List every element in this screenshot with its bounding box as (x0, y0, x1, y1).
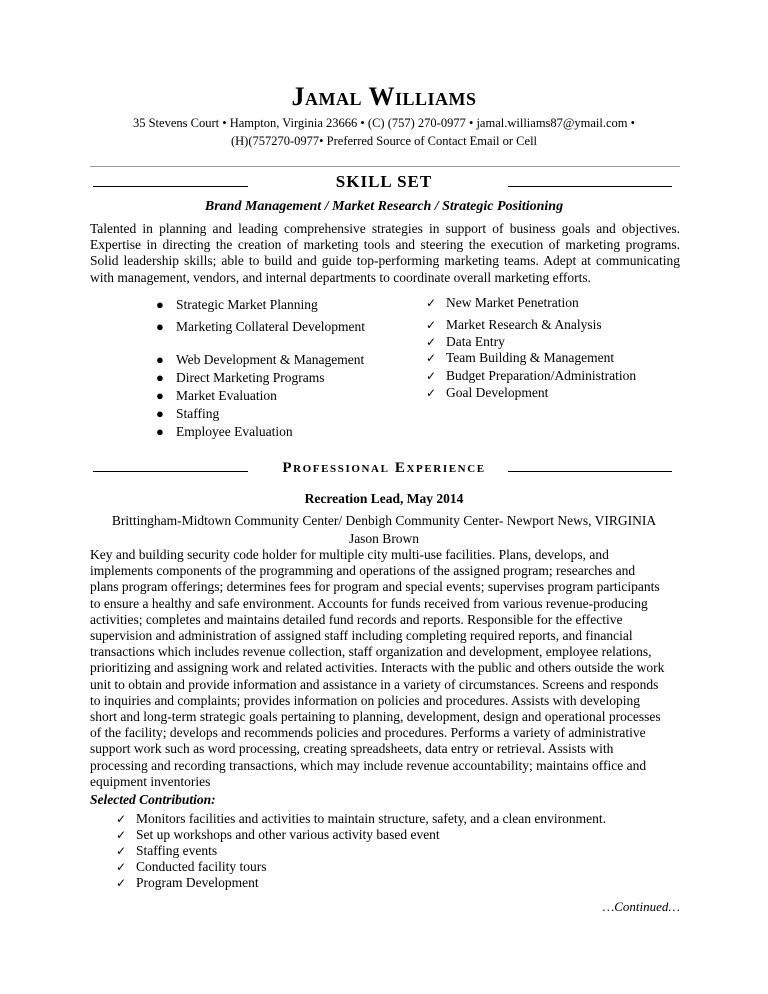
checkmark-icon: ✓ (116, 860, 127, 874)
duties-line: to inquiries and complaints; provides information on policies and procedures. Assists with developing (90, 692, 641, 708)
bullet-dot-icon: ● (156, 319, 164, 334)
duties-line: short and long-term strategic goals pertaining to planning, development, design and operational processes (90, 709, 661, 725)
job-supervisor: Jason Brown (348, 531, 420, 546)
duties-line: to ensure a healthy and safe environment. Accounts for funds received from various revenue-producing (90, 595, 648, 611)
header-divider (90, 166, 680, 167)
contact-line-2: (H)(757270-0977• Preferred Source of Contact Email or Cell (230, 134, 538, 148)
skill-set-rule-right (508, 186, 672, 187)
duties-line: plans program offerings; determines fees for program and special events; supervises program participants (90, 579, 660, 595)
job-place: Brittingham-Midtown Community Center/ Denbigh Community Center- Newport News, VIRGINIA (111, 513, 657, 528)
resume-page: Jamal Williams 35 Stevens Court • Hampton, Virginia 23666 • (C) (757) 270-0977 • jamal.williams87@ymail.com • (H)(757270-0977• Preferred Source of Contact Email or Cell SKILL SET Brand Management / Market Research / Strategic Positioning Talented in planning and leading comprehensive strategies in support of business goals and objectives. Expertise in directing the creation of marketing tools and steering the execution of marketing programs. Solid leadership skills; able to build and guide top-performing marketing teams. Adept at communicating with management, vendors, and internal departments to coordinate overall marketing efforts. ● Strategic Market Planning ● Marketing Collateral Development ● Web Development & Management ● Direct Marketing Programs ● Market Evaluation ● Staffing ● Employee Evaluation ✓ New Market Penetration ✓ Market Research & Analysis ✓ Data Entry ✓ Team Building & Management ✓ Budget Preparation/Administration ✓ Goal Development Professional Experience Recreation Lead, May 2014 Brittingham-Midtown Community Center/ Denbigh Community Center- Newport News, VIRGINIA Jason Brown Key and building security code holder for multiple city multi-use facilities. Plans, develops, and implements components of the programming and operations of the assigned program; researches and plans program offerings; determines fees for program and special events; supervises program participants to ensure a healthy and safe environment. Accounts for funds received from various revenue-producing activities; completes and maintains detailed fund records and reports. Responsible for the effective supervision and administration of assigned staff including completing required reports, and financial transactions which includes revenue collection, staff organization and development, employee relations, prioritizing and assigning work and related activities. Interacts with the public and others outside the work unit to obtain and provide information and assistance in a variety of circumstances. Screens and responds to inquiries and complaints; provides information on policies and procedures. Assists with developing short and long-term strategic goals pertaining to planning, development, design and operational processes of the facility; develops and recommends policies and procedures. Performs a variety of administrative support work such as word processing, creating spreadsheets, data entry or retrieval. Assists with processing and recording transactions, which may include revenue accountability; maintains office and equipment inventories Selected Contribution: ✓ Monitors facilities and activities to maintain structure, safety, and a clean environment. ✓ Set up workshops and other various activity based event ✓ Staffing events ✓ Conducted facility tours ✓ Program Development …Continued… (0, 0, 768, 994)
checkmark-icon: ✓ (426, 351, 437, 365)
continued-note: …Continued… (602, 899, 680, 914)
bullet-dot-icon: ● (156, 406, 164, 421)
bullet-dot-icon: ● (156, 388, 164, 403)
duties-line: prioritizing and assigning work and related activities. Interacts with the public and others outside the work (90, 660, 665, 676)
job-duties (90, 547, 680, 790)
checkmark-icon: ✓ (116, 844, 127, 858)
checkmark-icon: ✓ (426, 335, 437, 349)
checkmark-icon: ✓ (116, 828, 127, 842)
duties-line: unit to obtain and provide information and assistance in a variety of circumstances. Screens and responds (90, 676, 659, 692)
duties-line: of the facility; develops and recommends policies and procedures. Performs a variety of administrative (90, 725, 646, 741)
duties-line: processing and recording transactions, which may include revenue accountability; maintains office and (90, 757, 647, 773)
checkmark-icon: ✓ (116, 876, 127, 890)
checkmark-icon: ✓ (116, 812, 127, 826)
summary-line: Talented in planning and leading comprehensive strategies in support of business goals and objectives. (90, 221, 680, 236)
bullet-dot-icon: ● (156, 297, 164, 312)
duties-line: activities; completes and maintains detailed fund records and reports. Responsible for the effective (90, 611, 623, 627)
candidate-name: Jamal Williams (291, 82, 477, 111)
duties-line: Key and building security code holder for multiple city multi-use facilities. Plans, develops, and (90, 547, 609, 562)
bullet-dot-icon: ● (156, 352, 164, 367)
checkmark-icon: ✓ (426, 386, 437, 400)
skill-set-heading: SKILL SET (335, 172, 433, 191)
checkmark-icon: ✓ (426, 369, 437, 383)
summary-line: Expertise in directing the creation of marketing tools and steering the execution of marketing programs. (90, 237, 680, 253)
experience-rule-right (508, 471, 672, 472)
summary-line: Solid leadership skills; able to build and guide top-performing marketing teams. Adept at communicating (90, 253, 680, 269)
duties-line: supervision and administration of assigned staff including completing required reports, and financial (90, 628, 633, 644)
skill-set-subtitle: Brand Management / Market Research / Strategic Positioning (204, 199, 564, 214)
contact-line-1: 35 Stevens Court • Hampton, Virginia 23666 • (C) (757) 270-0977 • jamal.williams87@ymail.com • (132, 116, 636, 130)
duties-line: transactions which includes revenue collection, staff organization and development, employee relations, (90, 644, 652, 660)
skill-summary (90, 221, 680, 286)
checkmark-icon: ✓ (426, 296, 437, 310)
bullet-dot-icon: ● (156, 424, 164, 439)
duties-line: equipment inventories (90, 773, 211, 789)
bullet-dot-icon: ● (156, 370, 164, 385)
duties-line: implements components of the programming and operations of the assigned program; researches and (90, 563, 636, 579)
contribution-label: Selected Contribution: (90, 792, 216, 807)
experience-heading: Professional Experience (282, 460, 486, 476)
checkmark-icon: ✓ (426, 318, 437, 332)
duties-line: support work such as word processing, creating spreadsheets, data entry or retrieval. Assists with (90, 741, 614, 757)
job-title: Recreation Lead, May 2014 (304, 491, 464, 506)
summary-line: with management, vendors, and internal departments to coordinate overall marketing efforts. (90, 269, 591, 285)
